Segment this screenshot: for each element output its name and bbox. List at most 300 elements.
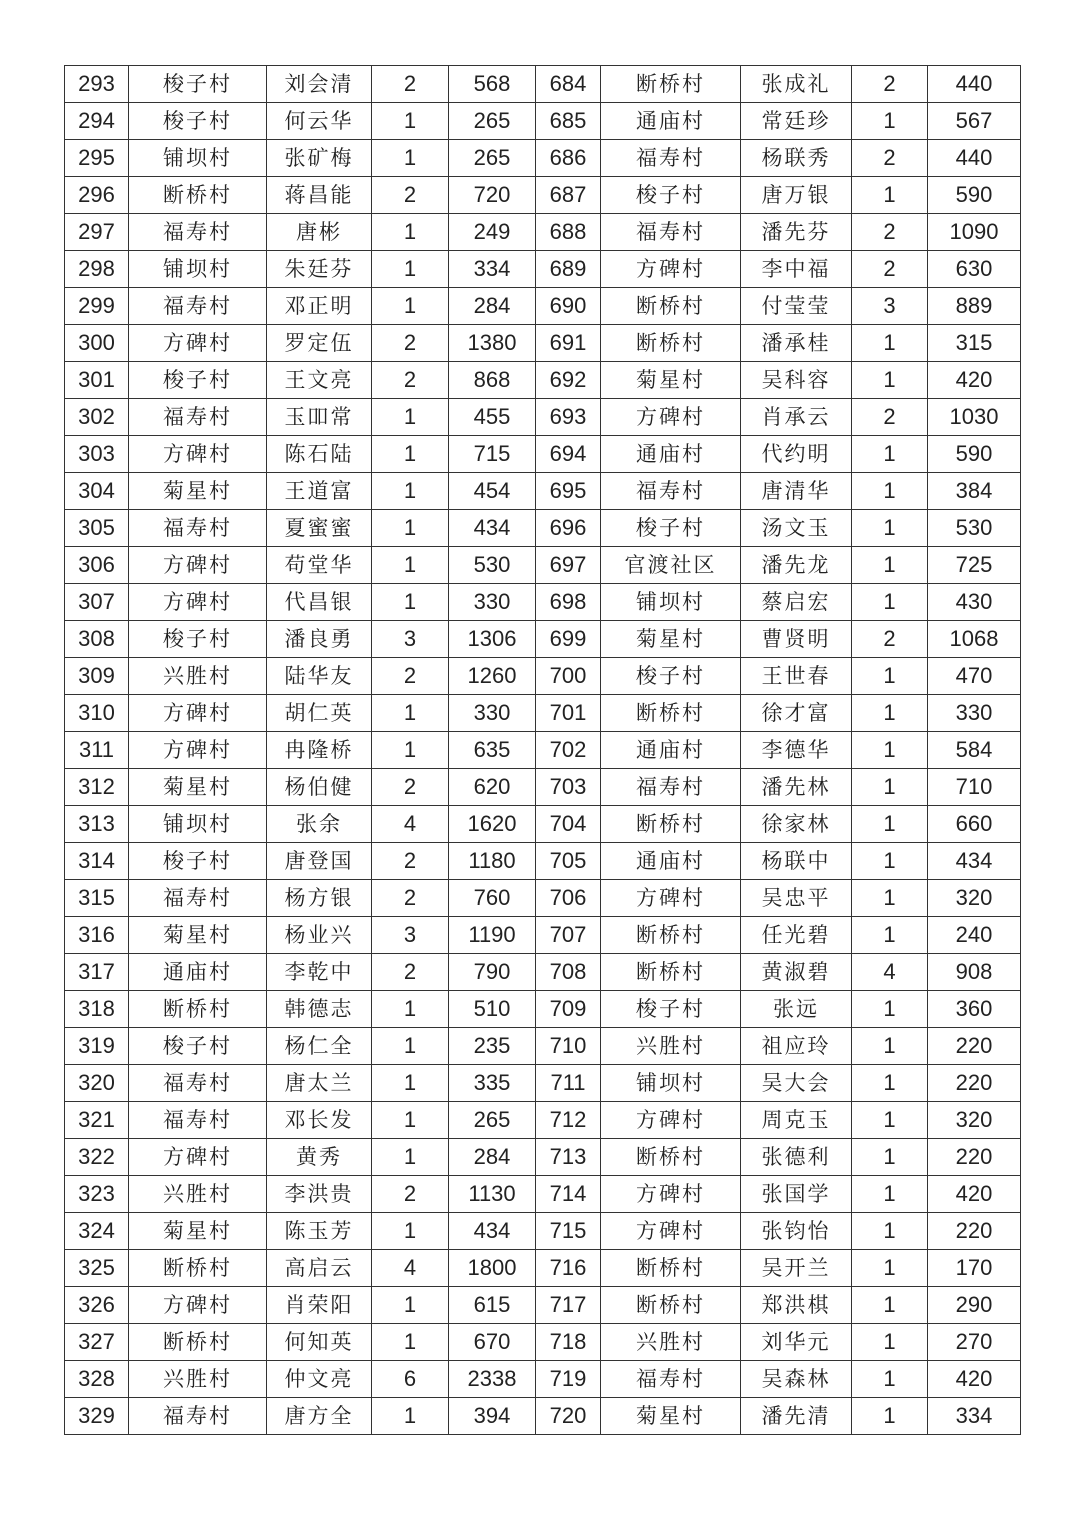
right-index-cell: 701	[536, 695, 601, 732]
right-name-cell: 李德华	[741, 732, 852, 769]
right-village-cell: 断桥村	[601, 1250, 741, 1287]
right-persons-cell: 1	[852, 1065, 928, 1102]
left-name-cell: 陈玉芳	[267, 1213, 372, 1250]
right-amount-cell: 1068	[928, 621, 1021, 658]
right-name-cell: 吴忠平	[741, 880, 852, 917]
left-village-cell: 兴胜村	[129, 658, 267, 695]
left-persons-cell: 2	[372, 1176, 449, 1213]
left-name-cell: 代昌银	[267, 584, 372, 621]
right-village-cell: 断桥村	[601, 954, 741, 991]
right-name-cell: 张成礼	[741, 66, 852, 103]
left-persons-cell: 1	[372, 1065, 449, 1102]
table-row	[65, 806, 1021, 843]
right-persons-cell: 1	[852, 1324, 928, 1361]
left-amount-cell: 670	[449, 1324, 536, 1361]
right-persons-cell: 1	[852, 658, 928, 695]
right-persons-cell: 2	[852, 140, 928, 177]
left-index-cell: 308	[65, 621, 129, 658]
left-persons-cell: 4	[372, 1250, 449, 1287]
right-index-cell: 698	[536, 584, 601, 621]
left-amount-cell: 284	[449, 288, 536, 325]
right-village-cell: 菊星村	[601, 1398, 741, 1435]
left-amount-cell: 1260	[449, 658, 536, 695]
left-village-cell: 方碑村	[129, 325, 267, 362]
right-index-cell: 703	[536, 769, 601, 806]
right-amount-cell: 430	[928, 584, 1021, 621]
left-village-cell: 兴胜村	[129, 1361, 267, 1398]
left-amount-cell: 454	[449, 473, 536, 510]
left-index-cell: 316	[65, 917, 129, 954]
right-persons-cell: 1	[852, 1250, 928, 1287]
left-index-cell: 301	[65, 362, 129, 399]
left-index-cell: 294	[65, 103, 129, 140]
right-village-cell: 梭子村	[601, 510, 741, 547]
right-name-cell: 潘先龙	[741, 547, 852, 584]
right-persons-cell: 1	[852, 1102, 928, 1139]
right-name-cell: 黄淑碧	[741, 954, 852, 991]
left-name-cell: 杨仁全	[267, 1028, 372, 1065]
left-index-cell: 293	[65, 66, 129, 103]
right-persons-cell: 1	[852, 1361, 928, 1398]
right-index-cell: 707	[536, 917, 601, 954]
table-row	[65, 1176, 1021, 1213]
right-name-cell: 曹贤明	[741, 621, 852, 658]
left-name-cell: 朱廷芬	[267, 251, 372, 288]
left-name-cell: 唐太兰	[267, 1065, 372, 1102]
right-persons-cell: 1	[852, 695, 928, 732]
left-persons-cell: 2	[372, 177, 449, 214]
left-name-cell: 蒋昌能	[267, 177, 372, 214]
right-index-cell: 719	[536, 1361, 601, 1398]
right-name-cell: 潘先芬	[741, 214, 852, 251]
left-village-cell: 梭子村	[129, 1028, 267, 1065]
right-amount-cell: 360	[928, 991, 1021, 1028]
left-persons-cell: 1	[372, 1213, 449, 1250]
right-amount-cell: 1030	[928, 399, 1021, 436]
left-index-cell: 312	[65, 769, 129, 806]
left-persons-cell: 1	[372, 1139, 449, 1176]
left-persons-cell: 1	[372, 473, 449, 510]
right-persons-cell: 2	[852, 214, 928, 251]
left-name-cell: 唐彬	[267, 214, 372, 251]
left-name-cell: 刘会清	[267, 66, 372, 103]
left-amount-cell: 265	[449, 140, 536, 177]
left-village-cell: 福寿村	[129, 399, 267, 436]
right-name-cell: 唐清华	[741, 473, 852, 510]
right-name-cell: 潘承桂	[741, 325, 852, 362]
table-row	[65, 991, 1021, 1028]
right-index-cell: 697	[536, 547, 601, 584]
left-village-cell: 福寿村	[129, 1102, 267, 1139]
table-row	[65, 103, 1021, 140]
right-village-cell: 通庙村	[601, 103, 741, 140]
right-index-cell: 713	[536, 1139, 601, 1176]
table-row	[65, 880, 1021, 917]
right-amount-cell: 315	[928, 325, 1021, 362]
left-name-cell: 高启云	[267, 1250, 372, 1287]
left-name-cell: 邓长发	[267, 1102, 372, 1139]
right-name-cell: 杨联中	[741, 843, 852, 880]
left-persons-cell: 2	[372, 362, 449, 399]
right-amount-cell: 290	[928, 1287, 1021, 1324]
right-village-cell: 菊星村	[601, 621, 741, 658]
left-index-cell: 296	[65, 177, 129, 214]
left-name-cell: 冉隆桥	[267, 732, 372, 769]
table-row	[65, 621, 1021, 658]
right-amount-cell: 240	[928, 917, 1021, 954]
left-village-cell: 梭子村	[129, 621, 267, 658]
left-village-cell: 菊星村	[129, 473, 267, 510]
left-name-cell: 夏蜜蜜	[267, 510, 372, 547]
table-row	[65, 66, 1021, 103]
right-amount-cell: 384	[928, 473, 1021, 510]
right-village-cell: 兴胜村	[601, 1324, 741, 1361]
right-amount-cell: 660	[928, 806, 1021, 843]
left-amount-cell: 265	[449, 103, 536, 140]
right-persons-cell: 1	[852, 103, 928, 140]
left-index-cell: 328	[65, 1361, 129, 1398]
right-village-cell: 福寿村	[601, 1361, 741, 1398]
right-index-cell: 714	[536, 1176, 601, 1213]
table-row	[65, 1398, 1021, 1435]
right-persons-cell: 2	[852, 66, 928, 103]
left-persons-cell: 1	[372, 399, 449, 436]
table-row	[65, 843, 1021, 880]
table-row	[65, 1361, 1021, 1398]
left-persons-cell: 2	[372, 769, 449, 806]
left-index-cell: 313	[65, 806, 129, 843]
right-village-cell: 断桥村	[601, 806, 741, 843]
right-village-cell: 官渡社区	[601, 547, 741, 584]
right-village-cell: 方碑村	[601, 880, 741, 917]
left-persons-cell: 1	[372, 1028, 449, 1065]
right-index-cell: 687	[536, 177, 601, 214]
right-index-cell: 711	[536, 1065, 601, 1102]
right-village-cell: 断桥村	[601, 288, 741, 325]
left-name-cell: 潘良勇	[267, 621, 372, 658]
left-persons-cell: 2	[372, 880, 449, 917]
right-village-cell: 菊星村	[601, 362, 741, 399]
right-amount-cell: 434	[928, 843, 1021, 880]
table-body	[65, 66, 1021, 1435]
left-persons-cell: 1	[372, 103, 449, 140]
left-name-cell: 胡仁英	[267, 695, 372, 732]
left-amount-cell: 1180	[449, 843, 536, 880]
right-name-cell: 汤文玉	[741, 510, 852, 547]
left-village-cell: 福寿村	[129, 214, 267, 251]
right-amount-cell: 270	[928, 1324, 1021, 1361]
left-index-cell: 314	[65, 843, 129, 880]
right-persons-cell: 2	[852, 621, 928, 658]
right-name-cell: 徐家林	[741, 806, 852, 843]
left-index-cell: 324	[65, 1213, 129, 1250]
right-village-cell: 梭子村	[601, 658, 741, 695]
left-village-cell: 方碑村	[129, 1287, 267, 1324]
right-name-cell: 吴开兰	[741, 1250, 852, 1287]
table-row	[65, 1324, 1021, 1361]
right-amount-cell: 590	[928, 436, 1021, 473]
left-index-cell: 309	[65, 658, 129, 695]
left-index-cell: 320	[65, 1065, 129, 1102]
right-persons-cell: 1	[852, 1213, 928, 1250]
left-amount-cell: 455	[449, 399, 536, 436]
left-village-cell: 断桥村	[129, 177, 267, 214]
right-name-cell: 张国学	[741, 1176, 852, 1213]
left-amount-cell: 620	[449, 769, 536, 806]
left-persons-cell: 2	[372, 954, 449, 991]
right-index-cell: 688	[536, 214, 601, 251]
left-persons-cell: 3	[372, 917, 449, 954]
right-index-cell: 694	[536, 436, 601, 473]
right-persons-cell: 1	[852, 1176, 928, 1213]
right-village-cell: 福寿村	[601, 214, 741, 251]
table-row	[65, 954, 1021, 991]
right-amount-cell: 908	[928, 954, 1021, 991]
right-persons-cell: 1	[852, 880, 928, 917]
right-name-cell: 刘华元	[741, 1324, 852, 1361]
right-village-cell: 通庙村	[601, 436, 741, 473]
right-name-cell: 蔡启宏	[741, 584, 852, 621]
table-row	[65, 695, 1021, 732]
left-name-cell: 肖荣阳	[267, 1287, 372, 1324]
right-village-cell: 断桥村	[601, 325, 741, 362]
left-amount-cell: 1620	[449, 806, 536, 843]
left-village-cell: 通庙村	[129, 954, 267, 991]
table-row	[65, 1213, 1021, 1250]
right-name-cell: 唐万银	[741, 177, 852, 214]
left-persons-cell: 1	[372, 1324, 449, 1361]
left-amount-cell: 1130	[449, 1176, 536, 1213]
right-amount-cell: 320	[928, 880, 1021, 917]
left-village-cell: 方碑村	[129, 436, 267, 473]
left-name-cell: 张余	[267, 806, 372, 843]
right-persons-cell: 1	[852, 473, 928, 510]
right-amount-cell: 470	[928, 658, 1021, 695]
left-index-cell: 318	[65, 991, 129, 1028]
right-index-cell: 712	[536, 1102, 601, 1139]
left-amount-cell: 530	[449, 547, 536, 584]
right-persons-cell: 2	[852, 251, 928, 288]
table-row	[65, 732, 1021, 769]
table-row	[65, 288, 1021, 325]
left-index-cell: 327	[65, 1324, 129, 1361]
right-amount-cell: 1090	[928, 214, 1021, 251]
left-village-cell: 菊星村	[129, 917, 267, 954]
right-village-cell: 福寿村	[601, 769, 741, 806]
right-name-cell: 付莹莹	[741, 288, 852, 325]
table-row	[65, 658, 1021, 695]
table-row	[65, 584, 1021, 621]
right-amount-cell: 220	[928, 1065, 1021, 1102]
right-name-cell: 王世春	[741, 658, 852, 695]
right-index-cell: 696	[536, 510, 601, 547]
left-amount-cell: 715	[449, 436, 536, 473]
left-name-cell: 杨方银	[267, 880, 372, 917]
right-persons-cell: 1	[852, 806, 928, 843]
table-row	[65, 436, 1021, 473]
left-amount-cell: 790	[449, 954, 536, 991]
left-index-cell: 298	[65, 251, 129, 288]
left-persons-cell: 2	[372, 843, 449, 880]
table-row	[65, 1102, 1021, 1139]
right-village-cell: 方碑村	[601, 399, 741, 436]
right-amount-cell: 710	[928, 769, 1021, 806]
left-amount-cell: 760	[449, 880, 536, 917]
table-row	[65, 1250, 1021, 1287]
right-index-cell: 702	[536, 732, 601, 769]
left-village-cell: 断桥村	[129, 1324, 267, 1361]
left-amount-cell: 1380	[449, 325, 536, 362]
right-name-cell: 祖应玲	[741, 1028, 852, 1065]
right-persons-cell: 3	[852, 288, 928, 325]
left-index-cell: 307	[65, 584, 129, 621]
right-name-cell: 杨联秀	[741, 140, 852, 177]
right-persons-cell: 1	[852, 584, 928, 621]
right-index-cell: 695	[536, 473, 601, 510]
right-village-cell: 断桥村	[601, 917, 741, 954]
left-village-cell: 福寿村	[129, 1398, 267, 1435]
left-name-cell: 张矿梅	[267, 140, 372, 177]
left-amount-cell: 235	[449, 1028, 536, 1065]
left-village-cell: 福寿村	[129, 288, 267, 325]
left-amount-cell: 335	[449, 1065, 536, 1102]
right-persons-cell: 1	[852, 1028, 928, 1065]
table-row	[65, 1028, 1021, 1065]
left-amount-cell: 434	[449, 1213, 536, 1250]
left-village-cell: 方碑村	[129, 695, 267, 732]
left-name-cell: 唐登国	[267, 843, 372, 880]
left-name-cell: 王文亮	[267, 362, 372, 399]
right-amount-cell: 630	[928, 251, 1021, 288]
right-persons-cell: 1	[852, 732, 928, 769]
left-village-cell: 方碑村	[129, 547, 267, 584]
left-persons-cell: 2	[372, 325, 449, 362]
left-index-cell: 299	[65, 288, 129, 325]
left-amount-cell: 330	[449, 584, 536, 621]
left-amount-cell: 284	[449, 1139, 536, 1176]
left-name-cell: 杨业兴	[267, 917, 372, 954]
left-village-cell: 菊星村	[129, 1213, 267, 1250]
right-amount-cell: 220	[928, 1213, 1021, 1250]
left-index-cell: 323	[65, 1176, 129, 1213]
left-amount-cell: 615	[449, 1287, 536, 1324]
right-index-cell: 685	[536, 103, 601, 140]
right-name-cell: 周克玉	[741, 1102, 852, 1139]
left-persons-cell: 1	[372, 584, 449, 621]
right-amount-cell: 584	[928, 732, 1021, 769]
left-index-cell: 321	[65, 1102, 129, 1139]
left-village-cell: 铺坝村	[129, 251, 267, 288]
left-name-cell: 罗定伍	[267, 325, 372, 362]
left-amount-cell: 868	[449, 362, 536, 399]
right-village-cell: 梭子村	[601, 177, 741, 214]
right-index-cell: 706	[536, 880, 601, 917]
left-amount-cell: 330	[449, 695, 536, 732]
right-name-cell: 张远	[741, 991, 852, 1028]
left-index-cell: 306	[65, 547, 129, 584]
right-amount-cell: 334	[928, 1398, 1021, 1435]
right-index-cell: 717	[536, 1287, 601, 1324]
right-name-cell: 潘先林	[741, 769, 852, 806]
left-amount-cell: 635	[449, 732, 536, 769]
right-name-cell: 吴森林	[741, 1361, 852, 1398]
left-name-cell: 李洪贵	[267, 1176, 372, 1213]
left-persons-cell: 1	[372, 214, 449, 251]
right-amount-cell: 725	[928, 547, 1021, 584]
right-name-cell: 张钧怡	[741, 1213, 852, 1250]
left-amount-cell: 1306	[449, 621, 536, 658]
right-persons-cell: 1	[852, 991, 928, 1028]
left-amount-cell: 434	[449, 510, 536, 547]
left-name-cell: 黄秀	[267, 1139, 372, 1176]
left-index-cell: 319	[65, 1028, 129, 1065]
right-persons-cell: 1	[852, 177, 928, 214]
right-village-cell: 方碑村	[601, 251, 741, 288]
right-village-cell: 铺坝村	[601, 584, 741, 621]
left-village-cell: 福寿村	[129, 880, 267, 917]
right-amount-cell: 220	[928, 1139, 1021, 1176]
left-index-cell: 295	[65, 140, 129, 177]
table-row	[65, 1139, 1021, 1176]
table-row	[65, 399, 1021, 436]
table-row	[65, 547, 1021, 584]
left-amount-cell: 249	[449, 214, 536, 251]
right-amount-cell: 567	[928, 103, 1021, 140]
table-row	[65, 769, 1021, 806]
right-amount-cell: 440	[928, 66, 1021, 103]
right-index-cell: 715	[536, 1213, 601, 1250]
right-amount-cell: 590	[928, 177, 1021, 214]
left-index-cell: 310	[65, 695, 129, 732]
left-village-cell: 菊星村	[129, 769, 267, 806]
left-village-cell: 铺坝村	[129, 806, 267, 843]
right-index-cell: 693	[536, 399, 601, 436]
left-amount-cell: 394	[449, 1398, 536, 1435]
right-name-cell: 吴大会	[741, 1065, 852, 1102]
table-row	[65, 473, 1021, 510]
left-name-cell: 李乾中	[267, 954, 372, 991]
left-index-cell: 303	[65, 436, 129, 473]
right-persons-cell: 1	[852, 325, 928, 362]
right-persons-cell: 1	[852, 917, 928, 954]
right-village-cell: 断桥村	[601, 1139, 741, 1176]
right-persons-cell: 1	[852, 1287, 928, 1324]
table-row	[65, 251, 1021, 288]
left-amount-cell: 720	[449, 177, 536, 214]
left-village-cell: 福寿村	[129, 1065, 267, 1102]
left-index-cell: 315	[65, 880, 129, 917]
left-name-cell: 韩德志	[267, 991, 372, 1028]
table-row	[65, 510, 1021, 547]
left-persons-cell: 1	[372, 1102, 449, 1139]
right-village-cell: 铺坝村	[601, 1065, 741, 1102]
left-persons-cell: 1	[372, 732, 449, 769]
left-persons-cell: 1	[372, 1287, 449, 1324]
left-village-cell: 梭子村	[129, 362, 267, 399]
right-name-cell: 郑洪棋	[741, 1287, 852, 1324]
right-village-cell: 兴胜村	[601, 1028, 741, 1065]
right-persons-cell: 1	[852, 843, 928, 880]
left-name-cell: 陈石陆	[267, 436, 372, 473]
left-amount-cell: 1190	[449, 917, 536, 954]
right-index-cell: 705	[536, 843, 601, 880]
left-index-cell: 305	[65, 510, 129, 547]
table-row	[65, 177, 1021, 214]
right-amount-cell: 320	[928, 1102, 1021, 1139]
right-index-cell: 689	[536, 251, 601, 288]
left-village-cell: 福寿村	[129, 510, 267, 547]
right-persons-cell: 1	[852, 510, 928, 547]
